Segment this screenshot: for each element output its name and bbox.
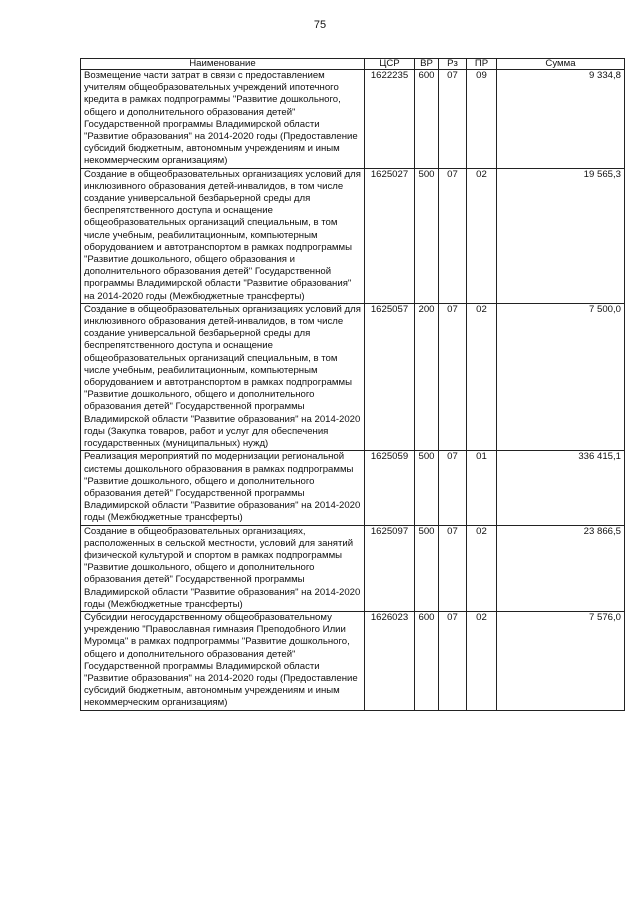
row-vr: 500 (415, 168, 439, 303)
row-rz: 07 (439, 303, 467, 450)
row-rz: 07 (439, 168, 467, 303)
row-pr: 02 (467, 611, 497, 710)
row-rz: 07 (439, 611, 467, 710)
row-name: Реализация мероприятий по модернизации региональной системы дошкольного образования в рамках подпрограммы "Развитие дошкольного, общего и дополнительного образования детей" Государственной программы Владимирской области "Развитие образования" на 2014-2020 годы (Межбюджетные трансферты) (81, 451, 365, 525)
table-row (81, 168, 625, 303)
row-rz: 07 (439, 70, 467, 169)
row-sum: 9 334,8 (497, 70, 625, 169)
row-vr: 600 (415, 611, 439, 710)
page-number: 75 (313, 19, 327, 31)
table-header-row (81, 59, 625, 70)
row-sum: 19 565,3 (497, 168, 625, 303)
row-csr: 1625097 (365, 525, 415, 611)
row-name: Создание в общеобразовательных организациях условий для инклюзивного образования детей-инвалидов, в том числе создание универсальной безбарьерной среды для беспрепятственного доступа и оснащение общеобразовательных организаций специальным, в том числе учебным, реабилитационным, компьютерным оборудованием и автотранспортом в рамках подпрограммы "Развитие дошкольного, общего и дополнительного образования детей" Государственной программы Владимирской области "Развитие образования" на 2014-2020 годы (Закупка товаров, работ и услуг для обеспечения государственных (муниципальных) нужд) (81, 303, 365, 450)
row-vr: 500 (415, 525, 439, 611)
row-sum: 23 866,5 (497, 525, 625, 611)
row-vr: 500 (415, 451, 439, 525)
header-rz: Рз (439, 59, 467, 70)
budget-table (80, 58, 625, 711)
row-rz: 07 (439, 451, 467, 525)
table-row (81, 611, 625, 710)
header-name: Наименование (81, 59, 365, 70)
table-row (81, 303, 625, 450)
header-vr: ВР (415, 59, 439, 70)
row-name: Создание в общеобразовательных организациях условий для инклюзивного образования детей-инвалидов, в том числе создание универсальной безбарьерной среды для беспрепятственного доступа и оснащение общеобразовательных организаций специальным, в том числе учебным, реабилитационным, компьютерным оборудованием и автотранспортом в рамках подпрограммы "Развитие дошкольного, общего образования и дополнительного образования детей" Государственной программы Владимирской области "Развитие образования" на 2014-2020 годы (Межбюджетные трансферты) (81, 168, 365, 303)
row-sum: 7 576,0 (497, 611, 625, 710)
row-name: Создание в общеобразовательных организациях, расположенных в сельской местности, условий для занятий физической культурой и спортом в рамках подпрограммы "Развитие дошкольного, общего и дополнительного образования детей" Государственной программы Владимирской области "Развитие образования" на 2014-2020 годы (Межбюджетные трансферты) (81, 525, 365, 611)
table-row (81, 70, 625, 169)
row-csr: 1625027 (365, 168, 415, 303)
row-vr: 200 (415, 303, 439, 450)
row-pr: 09 (467, 70, 497, 169)
header-csr: ЦСР (365, 59, 415, 70)
table-row (81, 525, 625, 611)
row-csr: 1625059 (365, 451, 415, 525)
row-pr: 02 (467, 168, 497, 303)
row-name: Субсидии негосударственному общеобразовательному учреждению "Православная гимназия Преподобного Илии Муромца" в рамках подпрограммы "Развитие дошкольного, общего и дополнительного образования детей" Государственной программы Владимирской области "Развитие образования" на 2014-2020 годы (Предоставление субсидий бюджетным, автономным учреждениям и иным некоммерческим организациям) (81, 611, 365, 710)
table-row (81, 451, 625, 525)
row-vr: 600 (415, 70, 439, 169)
row-csr: 1622235 (365, 70, 415, 169)
row-rz: 07 (439, 525, 467, 611)
row-name: Возмещение части затрат в связи с предоставлением учителям общеобразовательных учреждений ипотечного кредита в рамках подпрограммы "Развитие дошкольного, общего и дополнительного образования детей" Государственной программы Владимирской области "Развитие образования" на 2014-2020 годы (Предоставление субсидий бюджетным, автономным учреждениям и иным некоммерческим организациям) (81, 70, 365, 169)
row-csr: 1625057 (365, 303, 415, 450)
header-pr: ПР (467, 59, 497, 70)
row-sum: 7 500,0 (497, 303, 625, 450)
row-csr: 1626023 (365, 611, 415, 710)
row-pr: 02 (467, 525, 497, 611)
row-pr: 01 (467, 451, 497, 525)
row-pr: 02 (467, 303, 497, 450)
header-sum: Сумма (497, 59, 625, 70)
row-sum: 336 415,1 (497, 451, 625, 525)
